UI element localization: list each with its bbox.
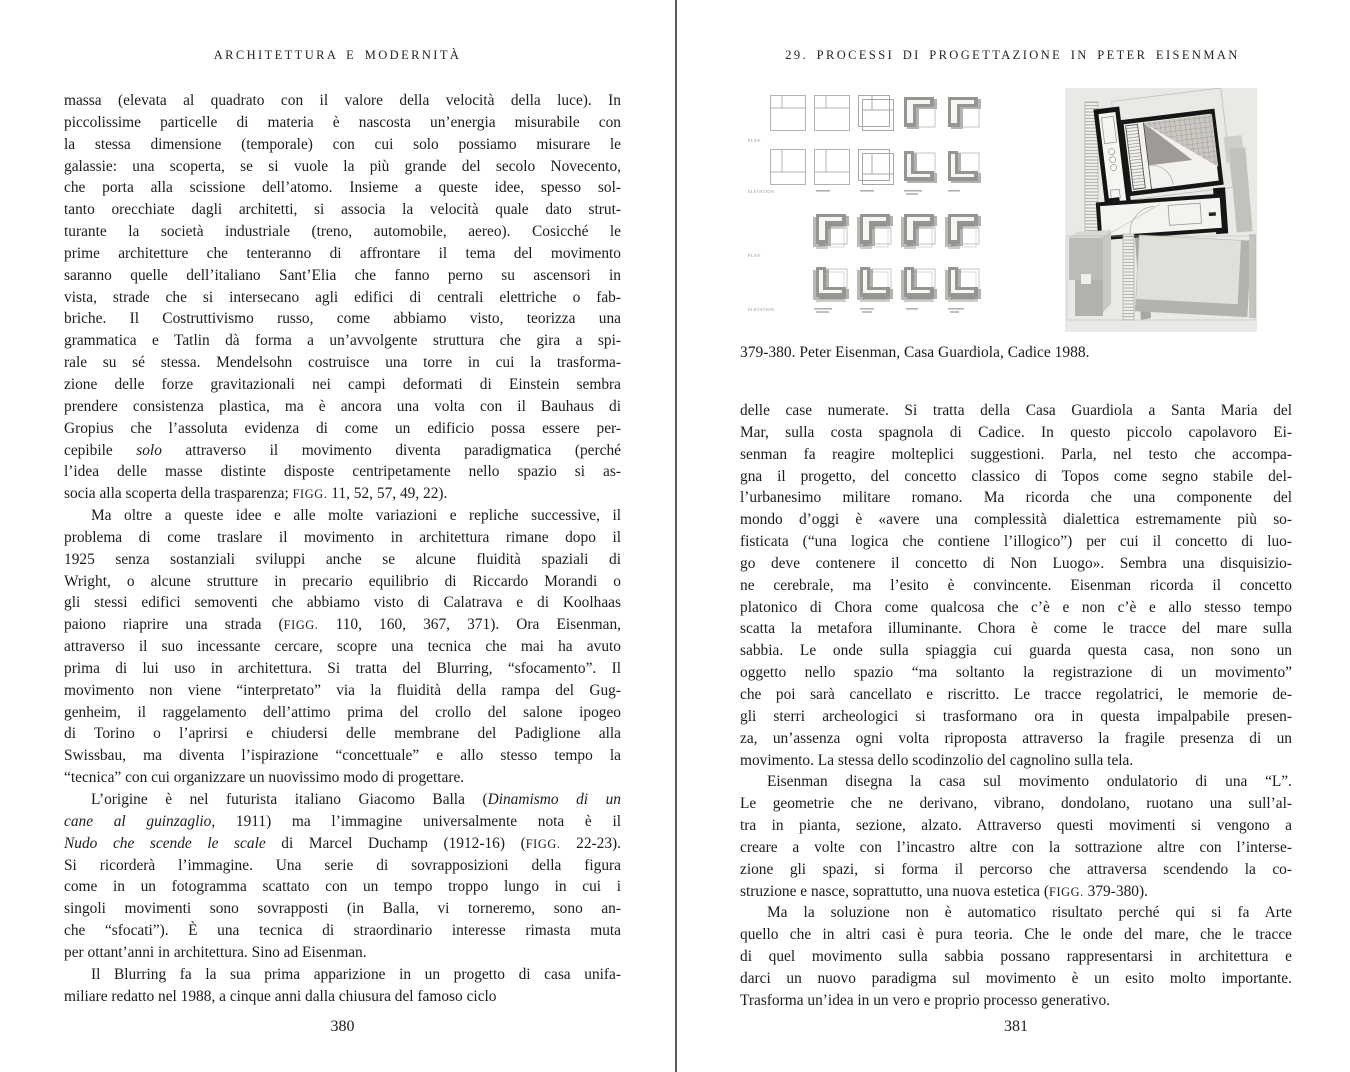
text-line: movimento. La stessa dello scodinzolio del cagnolino sulla tela. <box>740 751 1134 769</box>
italic-text: solo <box>136 441 162 459</box>
text-line: Si ricorderà l’immagine. Una serie di sovrapposizioni della figura <box>64 856 621 874</box>
text-line: Le geometrie che ne derivano, vibrano, dondolano, ruotano una sull’al- <box>740 795 1292 813</box>
text-line: prime architetture che tenteranno di affrontare il tema del movimento <box>64 244 621 262</box>
text-line: piccolissime particelle di materia è nascosta un’energia misurabile con <box>64 113 621 131</box>
text-line: che poi sarà cancellato e riscritto. Le tracce regolatrici, le memorie de- <box>740 685 1292 703</box>
text-line: miliare redatto nel 1988, a cinque anni dalla chiusura del famoso ciclo <box>64 987 497 1005</box>
figure-379-diagram-grid <box>745 92 1007 337</box>
text-line: Eisenman disegna la casa sul movimento ondulatorio di una “L”. <box>767 773 1292 791</box>
text-line: che “sfocati”). È una tecnica di straordinario interesse rimasta muta <box>64 922 621 940</box>
text-line: mondo d’oggi è «avere una complessità dialettica estremamente più so- <box>740 511 1292 529</box>
text-line: Ma oltre a queste idee e alle molte variazioni e repliche successive, il <box>91 507 621 525</box>
text-line: prendere consistenza plastica, ma è ancora una volta con il Bauhaus di <box>64 397 621 415</box>
text-line: darci un nuovo paradigma sul movimento è un esito molto importante. <box>740 969 1292 987</box>
text-line: za, un’assenza ogni volta riproposta attraverso la fragile presenza di un <box>740 729 1292 747</box>
text-line: Wright, o alcune strutture in precario equilibrio di Riccardo Morandi o <box>64 572 621 590</box>
text-line: singoli movimenti sono sovrapposti (in Balla, vi torneremo, sono an- <box>64 900 621 918</box>
italic-text: Dinamismo di un <box>487 791 621 808</box>
text-line: turante la società industriale (treno, automobile, aereo). Cosicché le <box>64 223 621 241</box>
text-line: 1925 senza sostanziali sviluppi anche se alcune fluidità spaziali di <box>64 550 621 568</box>
figure-row-label: PLAN <box>748 138 761 143</box>
text-line: per ottant’anni in architettura. Sino ad Eisenman. <box>64 943 367 961</box>
text-line: go deve contenere il concetto di Non Luogo». Sembra una disquisizio- <box>740 554 1292 572</box>
text-line: L’origine è nel futurista italiano Giacomo Balla (Dinamismo di un <box>91 791 621 808</box>
text-line: Nudo che scende le scale di Marcel Duchamp (1912-16) (FIGG. 22-23). <box>64 834 622 852</box>
text-line: “tecnica” con cui organizzare un nuovissimo modo di progettare. <box>64 769 465 787</box>
text-line: ne cerebrale, ma l’esito è convincente. Eisenman ricorda il concetto <box>740 576 1292 594</box>
right-page <box>675 0 1350 1072</box>
text-line: gli sterri archeologici si trasformano ora in questa impalpabile presen- <box>740 707 1292 725</box>
text-line: rale su sé stessa. Mendelsohn costruisce una torre in cui la trasforma- <box>64 354 621 372</box>
text-line: grammatica e Tatlin dà forma a un’avvolgente struttura che gira a spi- <box>64 332 621 350</box>
text-line: sabbia. Le onde sulla spiaggia cui guarda questa casa, non sono un <box>740 642 1292 660</box>
smallcaps-text: FIGG. <box>283 618 319 633</box>
page-number-left: 380 <box>330 1018 355 1035</box>
text-line: Swissbau, ma diventa l’ispirazione “concettuale” e allo stesso tempo la <box>64 747 621 765</box>
text-line: problema di come traslare il movimento in architettura rimane dopo il <box>64 528 621 546</box>
text-line: attraverso il suo incessante cercare, scopre una tecnica che mai ha avuto <box>64 638 621 656</box>
text-line: di quel movimento sulla sabbia possano rappresentarsi in architettura e <box>740 948 1292 966</box>
figure-row-label: ELEVATION <box>748 307 775 312</box>
text-line: platonico di Chora come qualcosa che c’è e non c’è e allo stesso tempo <box>740 598 1292 616</box>
figure-micro-captions <box>816 190 960 195</box>
text-line: l’idea delle masse distinte disposte centripetamente nello spazio si as- <box>64 463 621 481</box>
text-line: senman fa reagire molteplici suggestioni. Parla, nel testo che accompa- <box>740 445 1292 463</box>
smallcaps-text: FIGG. <box>525 836 561 851</box>
smallcaps-text: FIGG. <box>292 487 328 502</box>
text-line: zione gli spazi, si forma il percorso che attraversa scendendo la co- <box>740 860 1292 878</box>
figure-micro-captions <box>814 308 964 313</box>
text-line: Il Blurring fa la sua prima apparizione in un progetto di casa unifa- <box>91 965 621 983</box>
text-line: briche. Il Costruttivismo russo, come abbiamo visto, teorizza una <box>64 310 621 328</box>
text-line: tanto orecchiate dagli architetti, si associa la velocità quale dato strut- <box>64 201 621 219</box>
text-line: delle case numerate. Si tratta della Casa Guardiola a Santa Maria del <box>740 402 1292 419</box>
italic-text: Nudo che scende le scale <box>64 834 266 852</box>
text-line: come in un fotogramma scattato con un tempo troppo lungo in cui i <box>64 878 621 896</box>
body-text-left <box>64 90 621 1007</box>
terrace-right <box>1135 235 1251 317</box>
text-line: paiono riaprire una strada (FIGG. 110, 160, 367, 371). Ora Eisenman, <box>64 616 621 634</box>
figure-380-plan-drawing <box>1065 88 1257 332</box>
text-line: Trasforma un’idea in un vero e proprio processo generativo. <box>740 991 1110 1009</box>
text-line: creare a volte con l’incastro altre con la sottrazione altre con l’interse- <box>740 838 1292 856</box>
text-line: socia alla scoperta della trasparenza; FIGG. 11, 52, 57, 49, 22). <box>64 485 448 503</box>
text-line: vista, strade che si intersecano agli edifici di centrali elettriche o fab- <box>64 288 621 306</box>
text-line: gna il progetto, del concetto classico di Topos come segno stabile del- <box>740 467 1292 485</box>
text-line: fisticata (“una logica che contiene l’illogico”) per cui il concetto di luo- <box>740 533 1292 551</box>
text-line: struzione e nasce, soprattutto, una nuova estetica (FIGG. 379-380). <box>740 882 1148 900</box>
axon-volumes-left <box>1069 230 1111 316</box>
body-text-right <box>740 400 1292 1012</box>
text-line: cane al guinzaglio, 1911) ma l’immagine universalmente nota è il <box>64 812 621 830</box>
figure-row-label: ELEVATION <box>748 189 775 194</box>
text-line: saranno quelle dell’italiano Sant’Elia che fanno perno su ascensori in <box>64 266 621 284</box>
text-line: di Torino o l’aprirsi e chiudersi delle membrane del Padiglione alla <box>64 725 621 743</box>
text-line: gli stessi edifici semoventi che abbiamo visto di Calatrava e di Koolhaas <box>64 594 621 612</box>
text-line: la stessa dimensione (temporale) con cui solo possiamo misurare le <box>64 135 621 153</box>
running-head-left: ARCHITETTURA E MODERNITÀ <box>213 48 462 62</box>
running-head-right: 29. PROCESSI DI PROGETTAZIONE IN PETER EISENMAN <box>785 48 1240 62</box>
figure-caption: 379-380. Peter Eisenman, Casa Guardiola, Cadice 1988. <box>740 344 1090 361</box>
text-line: movimento non viene “interpretato” via la fluidità della rampa del Gug- <box>64 681 621 699</box>
text-line: Mar, sulla costa spagnola di Cadice. In questo piccolo capolavoro Ei- <box>740 423 1292 441</box>
text-line: tra in pianta, sezione, alzato. Attraverso questi movimenti si vengono a <box>740 817 1292 835</box>
text-line: massa (elevata al quadrato con il valore della velocità della luce). In <box>64 92 621 109</box>
text-line: zione delle forze gravitazionali nei campi deformati di Einstein sembra <box>64 375 621 393</box>
text-line: oggetto nello spazio “ma soltanto la registrazione di un movimento” <box>740 664 1292 682</box>
text-line: l’urbanesimo militare romano. Ma ricorda che una componente del <box>740 489 1292 507</box>
text-line: genheim, il raggelamento dell’attimo prima del crollo del salone ipogeo <box>64 703 621 721</box>
text-line: galassie: una scoperta, se si vuole la più grande del secolo Novecento, <box>64 157 621 175</box>
page-number-right: 381 <box>1004 1018 1028 1035</box>
text-line: prima di lui uso in architettura. Si tratta del Blurring, “sfocamento”. Il <box>64 659 621 677</box>
text-line: che porta alla scissione dell’atomo. Insieme a queste idee, spesso sol- <box>64 179 621 197</box>
italic-text: cane al guinzaglio <box>64 812 212 830</box>
figure-row-label: PLAN <box>748 253 761 258</box>
smallcaps-text: FIGG. <box>1049 884 1084 899</box>
text-line: quello che in altri casi è pura teoria. Che le onde del mare, che le tracce <box>740 926 1292 944</box>
text-line: Ma la soluzione non è automatico risultato perché qui si fa Arte <box>767 904 1292 922</box>
text-line: cepibile solo attraverso il movimento diventa paradigmatica (perché <box>64 441 621 459</box>
text-line: scatta la metafora illuminante. Chora è come le tracce del mare sulla <box>740 620 1292 638</box>
text-line: Gropius che l’assoluta evidenza di come un edificio possa essere per- <box>64 419 621 437</box>
